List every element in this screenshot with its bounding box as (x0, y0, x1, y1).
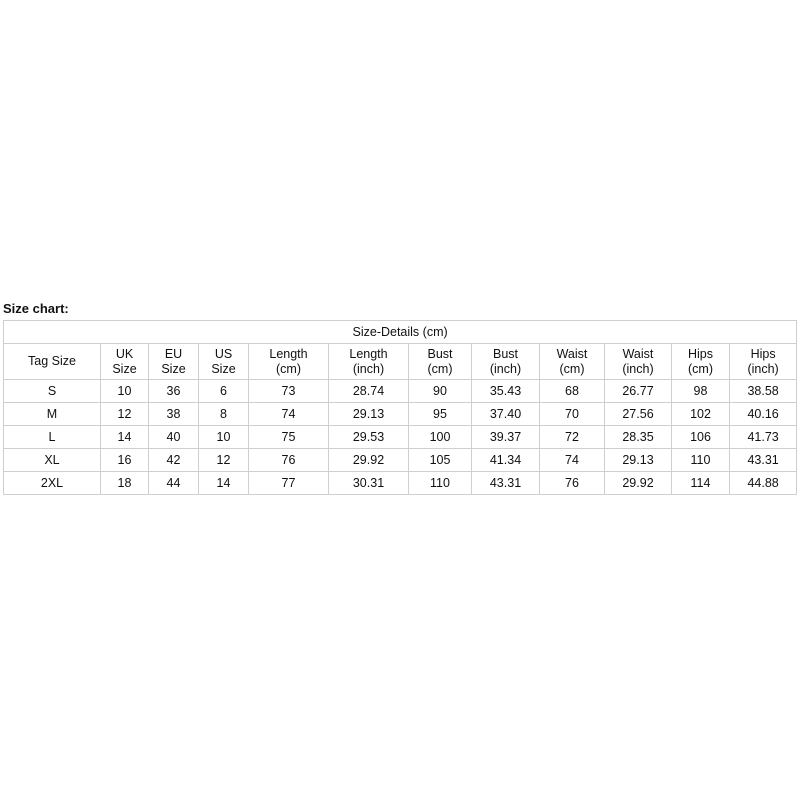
column-header-length-cm (249, 344, 329, 380)
table-cell: 14 (101, 426, 149, 449)
column-header-uk-size (101, 344, 149, 380)
table-cell: 29.13 (605, 449, 672, 472)
table-cell: 72 (540, 426, 605, 449)
table-cell: 43.31 (472, 472, 540, 495)
table-row (4, 403, 797, 426)
table-cell: 29.92 (605, 472, 672, 495)
column-header-tag-size (4, 344, 101, 380)
table-cell: 38.58 (730, 380, 797, 403)
table-cell: 10 (199, 426, 249, 449)
table-cell: 16 (101, 449, 149, 472)
table-caption-row (4, 321, 797, 344)
header-line: Waist (622, 346, 654, 361)
size-chart-table (3, 320, 797, 495)
table-cell: 76 (249, 449, 329, 472)
header-line: (cm) (276, 361, 301, 376)
table-cell: 36 (149, 380, 199, 403)
table-cell: 114 (672, 472, 730, 495)
table-header-row (4, 344, 797, 380)
header-line: Bust (492, 346, 518, 361)
table-cell: 18 (101, 472, 149, 495)
column-header-length-inch (329, 344, 409, 380)
table-cell: L (4, 426, 101, 449)
table-cell: 39.37 (472, 426, 540, 449)
table-row (4, 426, 797, 449)
header-line: EU (164, 346, 183, 361)
table-cell: 98 (672, 380, 730, 403)
table-cell: 29.53 (329, 426, 409, 449)
table-cell: 35.43 (472, 380, 540, 403)
table-cell: 40 (149, 426, 199, 449)
header-line: (cm) (688, 361, 713, 376)
header-line: (inch) (352, 361, 385, 376)
table-cell: 29.92 (329, 449, 409, 472)
header-line: Length (349, 346, 388, 361)
header-line: Size (112, 361, 137, 376)
table-row (4, 449, 797, 472)
table-cell: 102 (672, 403, 730, 426)
table-cell: 38 (149, 403, 199, 426)
header-line: Size (211, 361, 236, 376)
table-cell: 105 (409, 449, 472, 472)
table-cell: XL (4, 449, 101, 472)
column-header-eu-size (149, 344, 199, 380)
table-cell: 41.34 (472, 449, 540, 472)
table-cell: 44.88 (730, 472, 797, 495)
table-cell: 76 (540, 472, 605, 495)
table-cell: 28.35 (605, 426, 672, 449)
table-cell: 110 (409, 472, 472, 495)
column-header-us-size (199, 344, 249, 380)
header-line: (cm) (427, 361, 453, 376)
column-header-hips-cm (672, 344, 730, 380)
table-cell: 8 (199, 403, 249, 426)
header-line: (cm) (559, 361, 585, 376)
table-cell: 106 (672, 426, 730, 449)
table-cell: 28.74 (329, 380, 409, 403)
table-cell: 95 (409, 403, 472, 426)
header-line: Hips (750, 346, 776, 361)
table-cell: 37.40 (472, 403, 540, 426)
table-cell: S (4, 380, 101, 403)
table-cell: 29.13 (329, 403, 409, 426)
table-cell: 2XL (4, 472, 101, 495)
table-row (4, 472, 797, 495)
table-cell: 12 (101, 403, 149, 426)
column-header-bust-inch (472, 344, 540, 380)
table-cell: 40.16 (730, 403, 797, 426)
table-cell: 90 (409, 380, 472, 403)
header-line: Tag Size (28, 354, 76, 368)
table-caption: Size-Details (cm) (4, 321, 797, 344)
header-line: US (214, 346, 233, 361)
table-cell: 70 (540, 403, 605, 426)
table-cell: 75 (249, 426, 329, 449)
table-cell: 110 (672, 449, 730, 472)
header-line: Hips (687, 346, 713, 361)
header-line: (inch) (489, 361, 522, 376)
table-cell: 44 (149, 472, 199, 495)
header-line: (inch) (622, 361, 654, 376)
header-line: Length (269, 346, 308, 361)
header-line: Size (161, 361, 186, 376)
header-line: Waist (556, 346, 588, 361)
table-cell: 41.73 (730, 426, 797, 449)
header-line: UK (115, 346, 134, 361)
column-header-waist-cm (540, 344, 605, 380)
table-cell: 30.31 (329, 472, 409, 495)
table-cell: 77 (249, 472, 329, 495)
table-cell: 74 (249, 403, 329, 426)
table-cell: 12 (199, 449, 249, 472)
table-cell: 74 (540, 449, 605, 472)
table-cell: 42 (149, 449, 199, 472)
header-line: (inch) (747, 361, 779, 376)
table-cell: 6 (199, 380, 249, 403)
header-line: Bust (427, 346, 453, 361)
table-cell: 43.31 (730, 449, 797, 472)
table-cell: M (4, 403, 101, 426)
table-row (4, 380, 797, 403)
table-cell: 100 (409, 426, 472, 449)
table-cell: 10 (101, 380, 149, 403)
table-cell: 68 (540, 380, 605, 403)
column-header-bust-cm (409, 344, 472, 380)
size-chart-heading: Size chart: (3, 301, 69, 316)
column-header-waist-inch (605, 344, 672, 380)
table-cell: 26.77 (605, 380, 672, 403)
table-cell: 27.56 (605, 403, 672, 426)
table-cell: 73 (249, 380, 329, 403)
column-header-hips-inch (730, 344, 797, 380)
table-cell: 14 (199, 472, 249, 495)
